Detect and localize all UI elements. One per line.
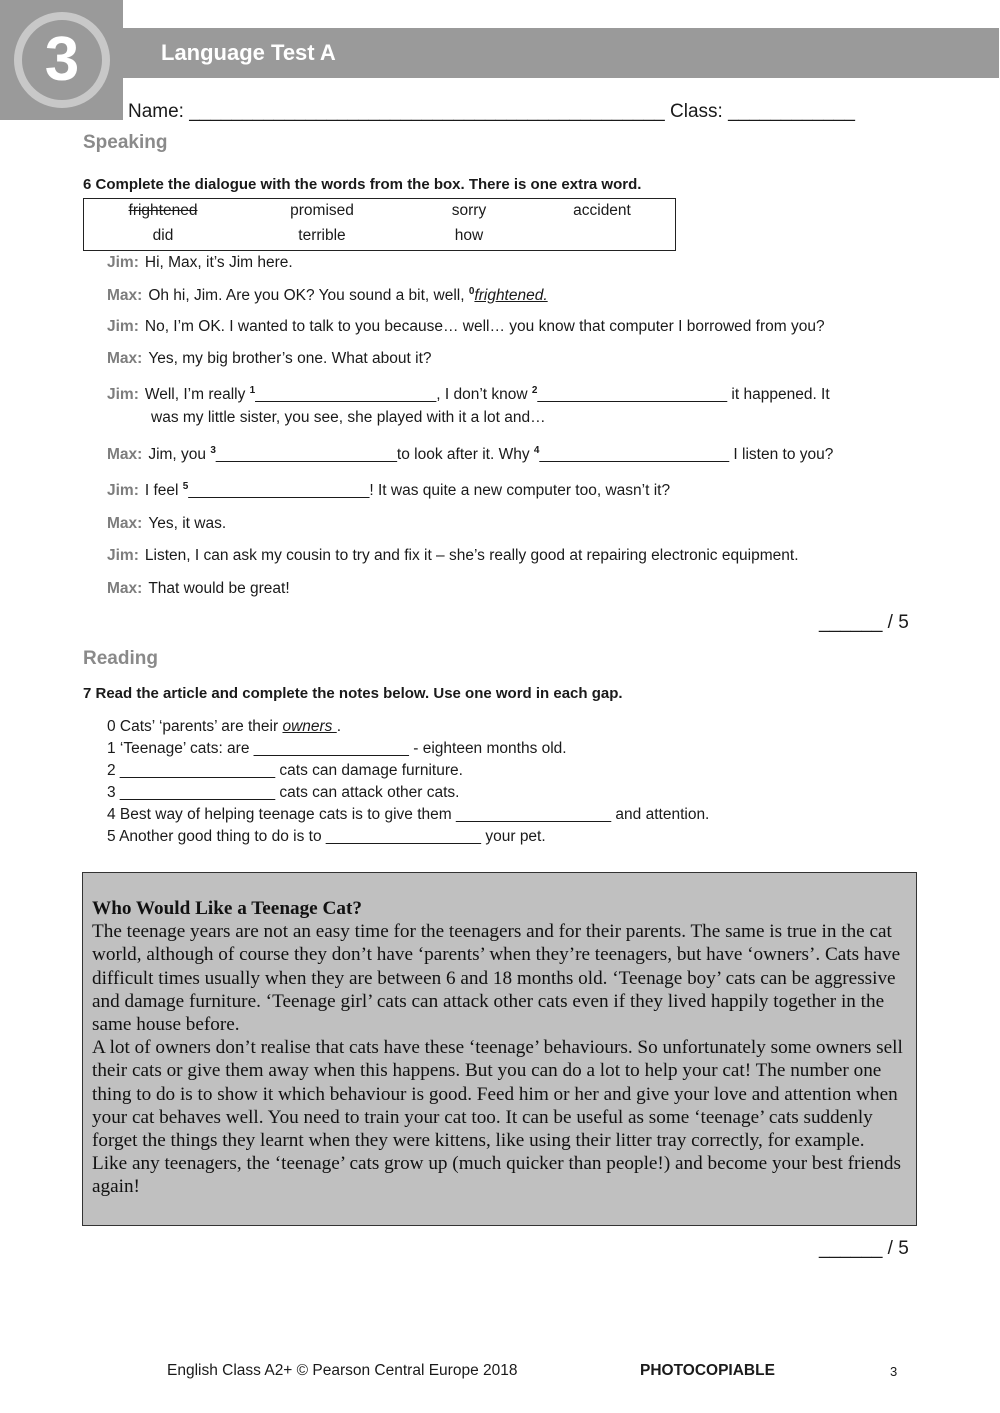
gap-number: 0	[468, 286, 475, 297]
dialogue-text: _____________________to look after it. Why	[215, 446, 534, 464]
speaker-label: Jim:	[107, 318, 139, 335]
speaker-label: Max:	[107, 446, 143, 464]
speaking-score: ______ / 5	[819, 612, 909, 633]
dialogue-text: Jim, you	[148, 446, 211, 464]
speaking-section-title: Speaking	[83, 132, 168, 153]
word-accident: accident	[573, 202, 631, 219]
word-terrible: terrible	[298, 227, 346, 244]
dialogue-line-7	[107, 481, 670, 500]
dialogue-line-4	[107, 350, 432, 368]
footer-photocopiable: PHOTOCOPIABLE	[640, 1362, 775, 1379]
reading-section-title: Reading	[83, 648, 158, 669]
unit-number: 3	[44, 25, 80, 94]
dialogue-line-1	[107, 254, 293, 272]
gap-number: 2	[531, 385, 538, 396]
example-answer: owners	[282, 718, 337, 735]
dialogue-text: Listen, I can ask my cousin to try and fix it – she’s really good at repairing electronic equipment.	[144, 547, 799, 564]
speaker-label: Jim:	[107, 386, 139, 404]
speaker-label: Jim:	[107, 254, 139, 271]
note-5: 5 Another good thing to do is to __________________ your pet.	[107, 828, 546, 845]
dialogue-text: That would be great!	[148, 580, 290, 597]
word-did: did	[152, 227, 174, 244]
note-1: 1 ‘Teenage’ cats: are __________________ - eighteen months old.	[107, 740, 567, 757]
dialogue-text: Yes, it was.	[148, 515, 227, 532]
article-paragraph-2: A lot of owners don’t realise that cats have these ‘teenage’ behaviours. So unfortunately some owners sell their cats or give them away when this happens. But you can do a lot to help your cat! The number one thing to do is to show it which behaviour is good. Feed him or her and give your love and attention when your cat behaves well. You need to train your cat too. It can be useful as some ‘teenage’ cats suddenly forget the things they learnt when they were kittens, like using their litter tray correctly, for example.	[92, 1037, 903, 1152]
speaker-label: Max:	[107, 580, 143, 597]
dialogue-line-10	[107, 580, 290, 598]
dialogue-text: Oh hi, Jim. Are you OK? You sound a bit, well,	[148, 287, 469, 305]
dialogue-line-5-continuation: was my little sister, you see, she played with it a lot and…	[151, 409, 546, 426]
word-how: how	[454, 227, 484, 244]
word-frightened: frightened	[128, 202, 198, 219]
speaker-label: Max:	[107, 350, 143, 367]
article-paragraph-1: The teenage years are not an easy time for the teenagers and for their parents. The same is true in the cat world, although of course they don’t have ‘parents’ when they’re teenagers, but have ‘owners’. Cats have difficult times usually when they are between 6 and 18 months old. ‘Teenage boy’ cats can be aggressive and damage furniture. ‘Teenage girl’ cats can attack other cats even if they lived happily together in the same house before.	[92, 921, 901, 1036]
dialogue-line-6	[107, 445, 833, 464]
article-title: Who Would Like a Teenage Cat?	[92, 898, 362, 919]
dialogue-text: ______________________ it happened. It	[537, 386, 830, 404]
dialogue-line-9	[107, 547, 799, 565]
reading-task-instruction: 7 Read the article and complete the notes below. Use one word in each gap.	[83, 685, 623, 702]
word-box	[83, 198, 676, 251]
note-text: 0 Cats’ ‘parents’ are their	[107, 718, 283, 735]
speaking-task-instruction: 6 Complete the dialogue with the words from the box. There is one extra word.	[83, 176, 642, 193]
word-sorry: sorry	[451, 202, 487, 219]
name-class-line: Name: _____________________________________________ Class: ____________	[128, 101, 855, 122]
footer-page-number: 3	[890, 1364, 898, 1379]
article-box	[82, 872, 917, 1226]
dialogue-text: ______________________ I listen to you?	[539, 446, 834, 464]
gap-number: 4	[533, 445, 540, 456]
speaker-label: Max:	[107, 515, 143, 532]
dialogue-line-3	[107, 318, 825, 336]
dialogue-text: _____________________, I don’t know	[255, 386, 532, 404]
dialogue-line-8	[107, 515, 226, 533]
footer-copyright: English Class A2+ © Pearson Central Europe 2018	[167, 1362, 518, 1379]
dialogue-line-2	[107, 286, 548, 305]
note-2: 2 __________________ cats can damage furniture.	[107, 762, 463, 779]
note-3: 3 __________________ cats can attack other cats.	[107, 784, 460, 801]
reading-score: ______ / 5	[819, 1238, 909, 1259]
dialogue-text: Well, I’m really	[144, 386, 250, 404]
note-4: 4 Best way of helping teenage cats is to give them __________________ and attention.	[107, 806, 710, 823]
gap-number: 5	[182, 481, 189, 492]
article-content	[92, 897, 907, 1199]
speaker-label: Jim:	[107, 482, 139, 500]
note-text: .	[336, 718, 342, 735]
unit-badge	[0, 0, 123, 120]
page-title: Language Test A	[161, 40, 336, 65]
dialogue-text: I feel	[144, 482, 183, 500]
dialogue-text: No, I’m OK. I wanted to talk to you because… well… you know that computer I borrowed from you?	[144, 318, 825, 335]
speaker-label: Max:	[107, 287, 143, 305]
gap-number: 3	[210, 445, 216, 456]
dialogue-line-5	[107, 385, 830, 404]
article-paragraph-3: Like any teenagers, the ‘teenage’ cats grow up (much quicker than people!) and become your best friends again!	[92, 1153, 901, 1198]
note-0	[107, 718, 341, 736]
word-promised: promised	[290, 202, 354, 219]
speaker-label: Jim:	[107, 547, 139, 564]
dialogue-text: _____________________! It was quite a new computer too, wasn’t it?	[188, 482, 671, 500]
dialogue-text: Yes, my big brother’s one. What about it?	[148, 350, 432, 367]
example-answer: frightened.	[474, 287, 548, 305]
dialogue-text: Hi, Max, it’s Jim here.	[144, 254, 293, 271]
gap-number: 1	[249, 385, 256, 396]
title-bar	[123, 28, 999, 78]
